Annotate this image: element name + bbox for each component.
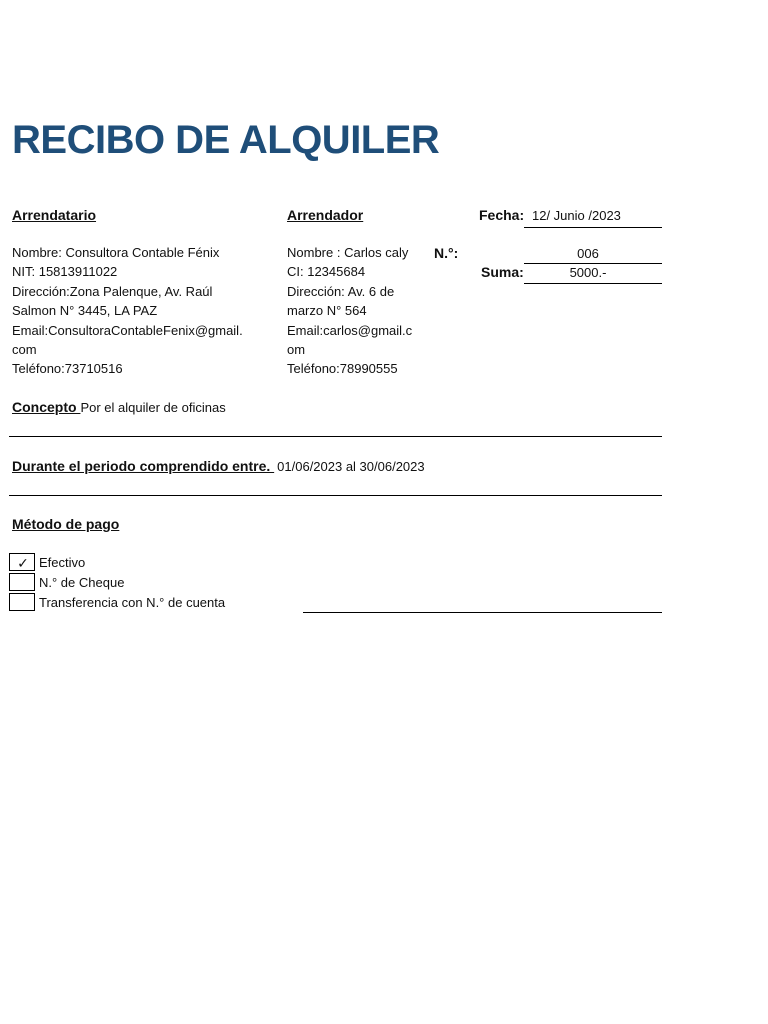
arrendatario-line: Nombre: Consultora Contable Fénix	[12, 245, 220, 260]
arrendatario-line: Salmon N° 3445, LA PAZ	[12, 303, 158, 319]
arrendador-line: om	[287, 342, 306, 358]
concepto-value: Por el alquiler de oficinas	[80, 400, 226, 415]
fecha-value: 12/ Junio /2023	[532, 208, 621, 223]
arrendatario-heading: Arrendatario	[12, 207, 97, 223]
cheque-label: N.° de Cheque	[39, 575, 125, 590]
metodo-heading: Método de pago	[12, 516, 120, 532]
efectivo-label: Efectivo	[39, 555, 86, 570]
arrendatario-line: NIT: 15813911022	[12, 264, 118, 280]
suma-underline	[524, 283, 662, 284]
arrendatario-line: Email:ConsultoraContableFenix@gmail.	[12, 322, 243, 338]
check-icon: ✓	[17, 555, 29, 571]
fecha-label: Fecha:	[479, 207, 525, 223]
cuenta-underline	[303, 612, 662, 613]
arrendador-line: CI: 12345684	[287, 264, 366, 280]
suma-value: 5000.-	[569, 265, 607, 280]
concepto-divider	[9, 436, 662, 437]
concepto-label: Concepto	[12, 399, 81, 415]
suma-label: Suma:	[481, 264, 524, 280]
arrendatario-line: Dirección:Zona Palenque, Av. Raúl	[12, 283, 213, 299]
periodo-label: Durante el periodo comprendido entre.	[12, 458, 275, 474]
arrendador-heading: Arrendador	[287, 207, 364, 223]
arrendador-line: marzo N° 564	[287, 303, 367, 319]
arrendatario-line: com	[12, 342, 37, 358]
arrendador-line: Email:carlos@gmail.c	[287, 322, 413, 338]
numero-value: 006	[577, 246, 599, 261]
arrendatario-line: Teléfono:73710516	[12, 361, 123, 377]
arrendador-line: Dirección: Av. 6 de	[287, 283, 395, 299]
periodo-divider	[9, 495, 662, 496]
fecha-underline	[524, 227, 662, 228]
efectivo-checkbox[interactable]	[9, 553, 35, 571]
concepto-row	[12, 399, 226, 417]
numero-label: N.°:	[434, 245, 459, 261]
arrendador-line: Nombre : Carlos caly	[287, 245, 409, 260]
periodo-value: 01/06/2023 al 30/06/2023	[277, 459, 425, 474]
transferencia-label: Transferencia con N.° de cuenta	[39, 595, 226, 610]
arrendador-details	[287, 243, 412, 379]
cheque-checkbox[interactable]	[9, 573, 35, 591]
arrendatario-details	[12, 243, 243, 379]
numero-underline	[524, 263, 662, 264]
arrendador-line: Teléfono:78990555	[287, 361, 398, 377]
transferencia-checkbox[interactable]	[9, 593, 35, 611]
page-title: RECIBO DE ALQUILER	[12, 118, 440, 162]
periodo-row	[12, 458, 425, 476]
